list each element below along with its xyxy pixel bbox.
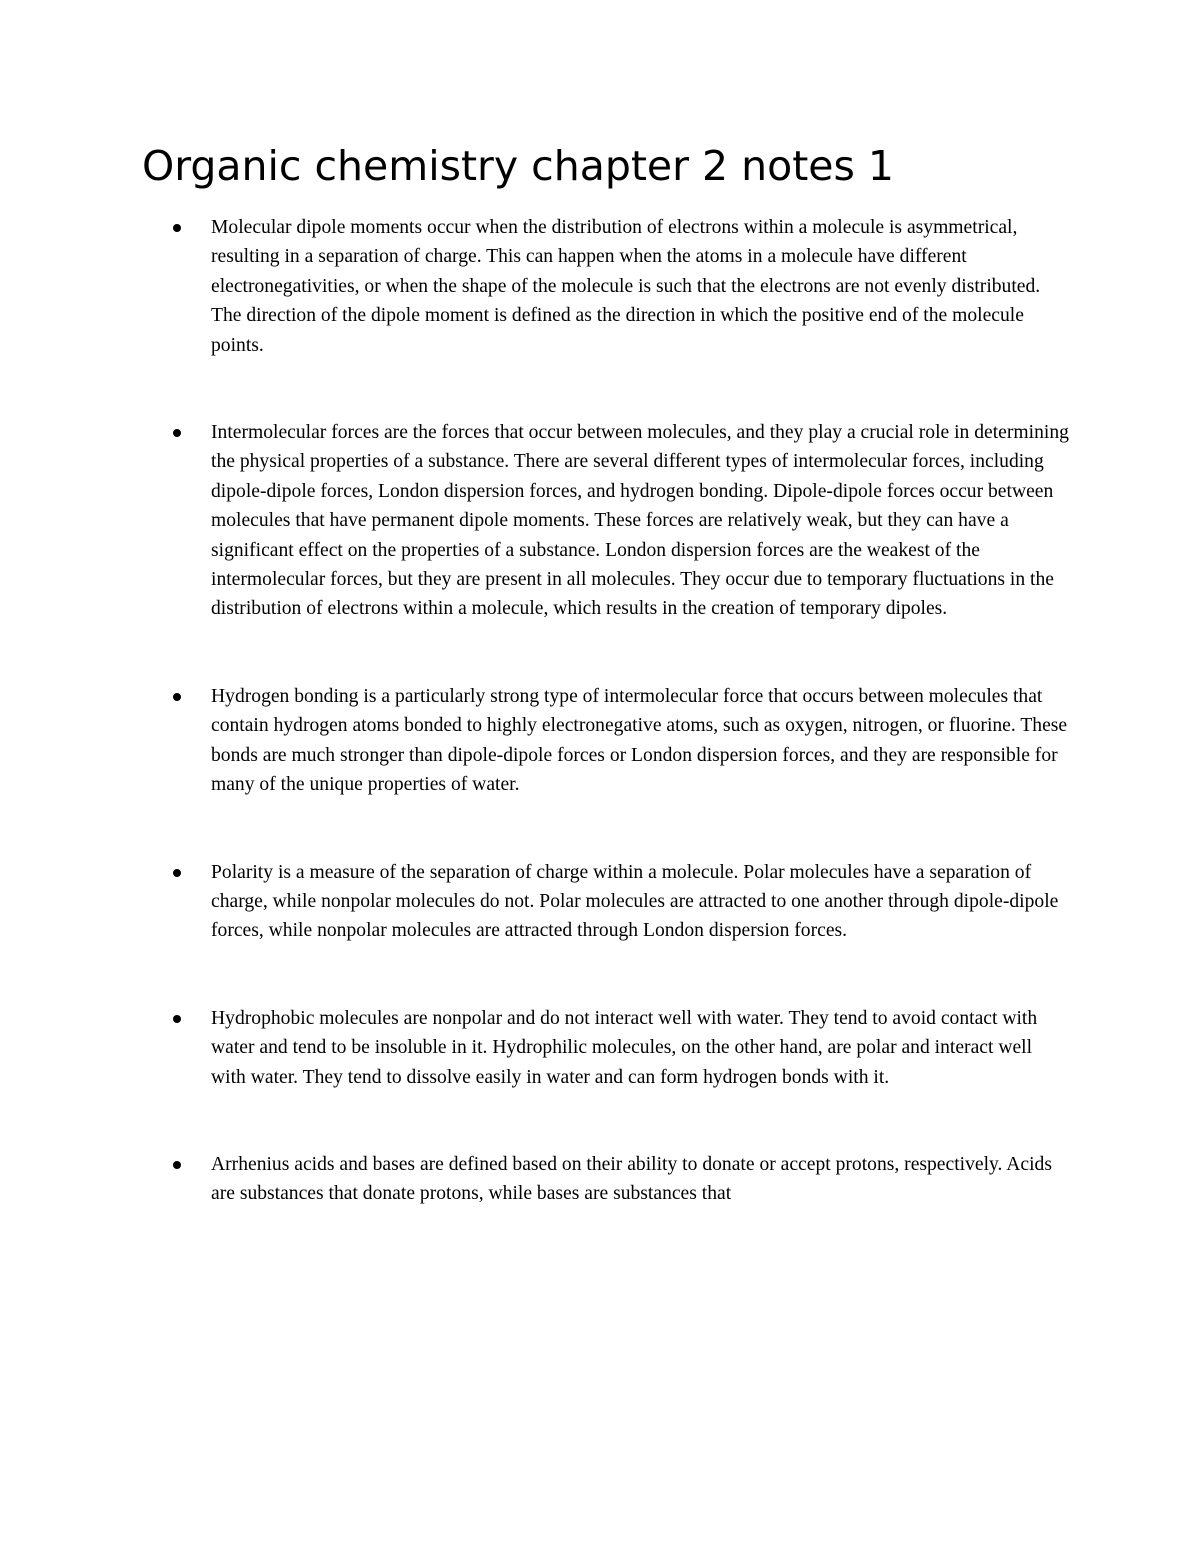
note-item bbox=[211, 213, 1071, 360]
note-item bbox=[211, 1004, 1071, 1092]
note-text: Hydrogen bonding is a particularly strong type of intermolecular force that occurs between molecules that contain hydrogen atoms bonded to highly electronegative atoms, such as oxygen, nitrogen, or fluorine. These bonds are much stronger than dipole-dipole forces or London dispersion forces, and they are responsible for many of the unique properties of water. bbox=[211, 685, 1068, 796]
bullet-icon bbox=[173, 224, 181, 232]
bullet-icon bbox=[173, 693, 181, 701]
note-text: Polarity is a measure of the separation of charge within a molecule. Polar molecules have a separation of charge, while nonpolar molecules do not. Polar molecules are attracted to one another through dipole-dipole forces, while nonpolar molecules are attracted through London dispersion forces. bbox=[211, 861, 1059, 942]
note-text: Arrhenius acids and bases are defined based on their ability to donate or accept protons, respectively. Acids are substances that donate protons, while bases are substances that bbox=[211, 1153, 1052, 1205]
note-item bbox=[211, 418, 1071, 624]
bullet-icon bbox=[173, 1015, 181, 1023]
note-text: Hydrophobic molecules are nonpolar and do not interact well with water. They tend to avoid contact with water and tend to be insoluble in it. Hydrophilic molecules, on the other hand, are polar and interact well with water. They tend to dissolve easily in water and can form hydrogen bonds with it. bbox=[211, 1007, 1038, 1088]
note-item bbox=[211, 682, 1071, 800]
note-item bbox=[211, 858, 1071, 946]
bullet-icon bbox=[173, 429, 181, 437]
note-item bbox=[211, 1150, 1071, 1209]
note-text: Intermolecular forces are the forces that occur between molecules, and they play a crucial role in determining the physical properties of a substance. There are several different types of intermolecular forces, including dipole-dipole forces, London dispersion forces, and hydrogen bonding. Dipole-dipole forces occur between molecules that have permanent dipole moments. These forces are relatively weak, but they can have a significant effect on the properties of a substance. London dispersion forces are the weakest of the intermolecular forces, but they are present in all molecules. They occur due to temporary fluctuations in the distribution of electrons within a molecule, which results in the creation of temporary dipoles. bbox=[211, 422, 1069, 620]
note-text: Molecular dipole moments occur when the distribution of electrons within a molecule is asymmetrical, resulting in a separation of charge. This can happen when the atoms in a molecule have different electronegativities, or when the shape of the molecule is such that the electrons are not evenly distributed. The direction of the dipole moment is defined as the direction in which the positive end of the molecule points. bbox=[211, 217, 1041, 356]
bullet-icon bbox=[173, 1161, 181, 1169]
bullet-icon bbox=[173, 869, 181, 877]
notes-list bbox=[0, 213, 1071, 1267]
document-title: Organic chemistry chapter 2 notes 1 bbox=[142, 142, 895, 190]
